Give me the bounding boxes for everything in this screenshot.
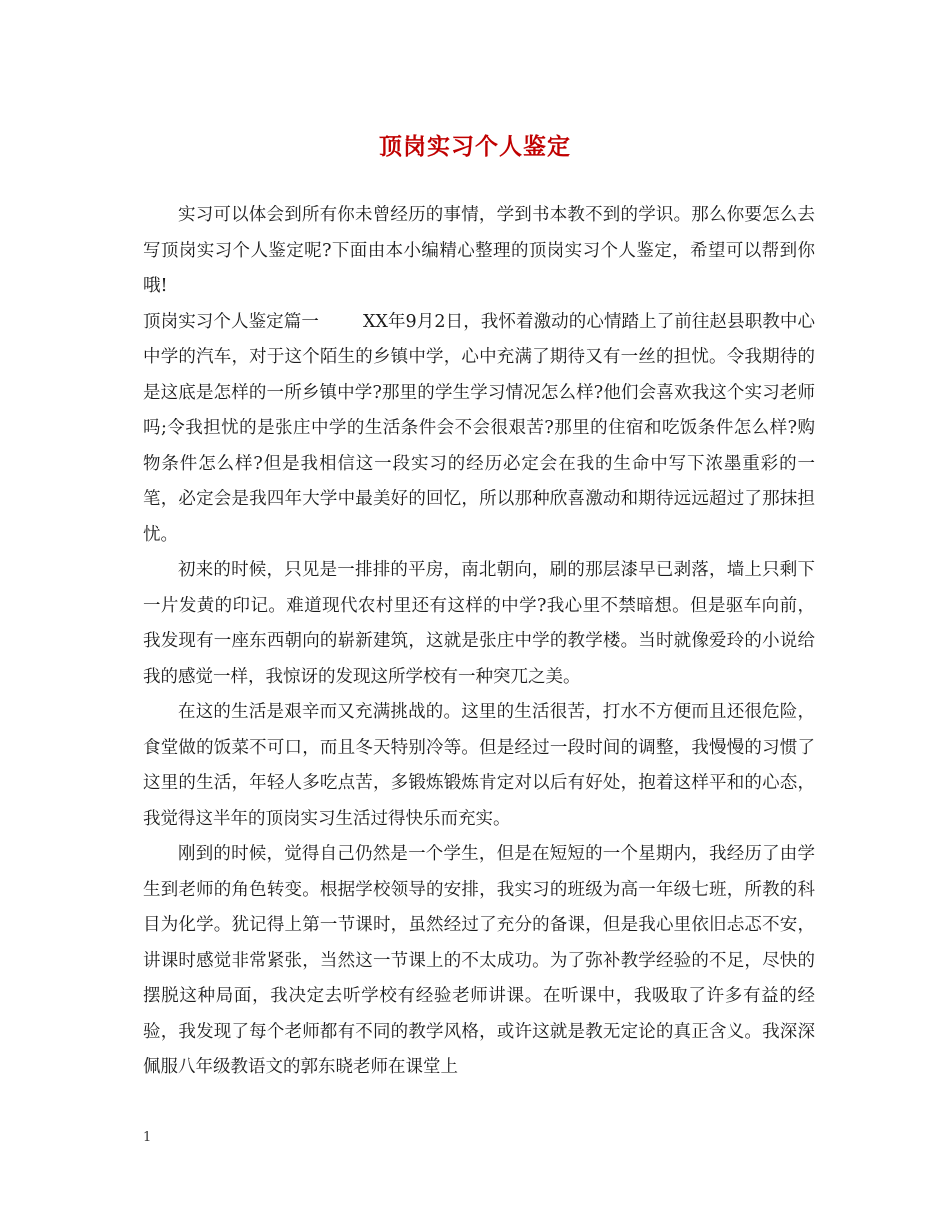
- section-heading: 顶岗实习个人鉴定篇一: [143, 311, 319, 332]
- section-one-paragraph: [143, 305, 815, 554]
- document-title: 顶岗实习个人鉴定: [379, 133, 571, 160]
- document-body: [143, 198, 815, 1086]
- intro-paragraph: 实习可以体会到所有你未曾经历的事情，学到书本教不到的学识。那么你要怎么去写顶岗实习个人鉴定呢?下面由本小编精心整理的顶岗实习个人鉴定，希望可以帮到你哦!: [143, 205, 815, 296]
- body-paragraph: 在这的生活是艰辛而又充满挑战的。这里的生活很苦，打水不方便而且还很危险，食堂做的饭菜不可口，而且冬天特别冷等。但是经过一段时间的调整，我慢慢的习惯了这里的生活，年轻人多吃点苦，多锻炼锻炼肯定对以后有好处，抱着这样平和的心态，我觉得这半年的顶岗实习生活过得快乐而充实。: [143, 702, 815, 829]
- section-first-text: XX年9月2日，我怀着激动的心情踏上了前往赵县职教中心中学的汽车，对于这个陌生的乡镇中学，心中充满了期待又有一丝的担忧。令我期待的是这底是怎样的一所乡镇中学?那里的学生学习情况怎么样?他们会喜欢我这个实习老师吗;令我担忧的是张庄中学的生活条件会不会很艰苦?那里的住宿和吃饭条件怎么样?购物条件怎么样?但是我相信这一段实习的经历必定会在我的生命中写下浓墨重彩的一笔，必定会是我四年大学中最美好的回忆，所以那种欣喜激动和期待远远超过了那抹担忧。: [143, 311, 816, 545]
- page-number: 1: [143, 1130, 152, 1145]
- body-paragraph: 刚到的时候，觉得自己仍然是一个学生，但是在短短的一个星期内，我经历了由学生到老师的角色转变。根据学校领导的安排，我实习的班级为高一年级七班，所教的科目为化学。犹记得上第一节课时，虽然经过了充分的备课，但是我心里依旧忐忑不安，讲课时感觉非常紧张，当然这一节课上的不太成功。为了弥补教学经验的不足，尽快的摆脱这种局面，我决定去听学校有经验老师讲课。在听课中，我吸取了许多有益的经验，我发现了每个老师都有不同的教学风格，或许这就是教无定论的真正含义。我深深佩服八年级教语文的郭东晓老师在课堂上: [143, 844, 815, 1077]
- body-paragraph: 初来的时候，只见是一排排的平房，南北朝向，刷的那层漆早已剥落，墙上只剩下一片发黄的印记。难道现代农村里还有这样的中学?我心里不禁暗想。但是驱车向前，我发现有一座东西朝向的崭新建筑，这就是张庄中学的教学楼。当时就像爱玲的小说给我的感觉一样，我惊讶的发现这所学校有一种突兀之美。: [143, 560, 815, 687]
